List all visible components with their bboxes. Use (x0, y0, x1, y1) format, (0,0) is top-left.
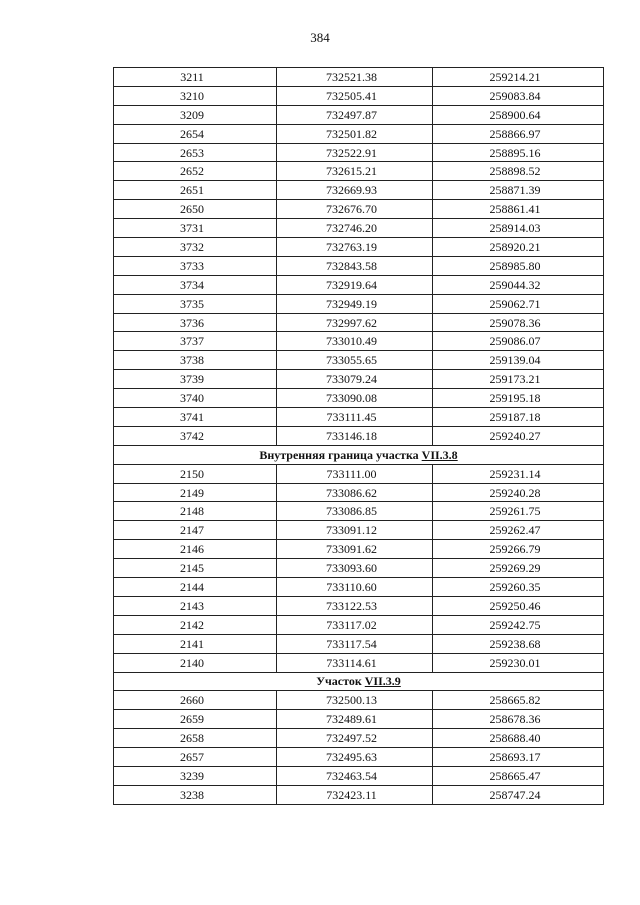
point-number-cell: 2147 (114, 521, 277, 540)
y-coordinate-cell: 258871.39 (433, 181, 604, 200)
table-row (114, 766, 604, 785)
point-number-cell: 2145 (114, 559, 277, 578)
point-number-cell: 2143 (114, 596, 277, 615)
y-coordinate-cell: 259242.75 (433, 615, 604, 634)
table-row (114, 785, 604, 804)
y-coordinate-cell: 258665.47 (433, 766, 604, 785)
x-coordinate-cell: 732497.87 (277, 105, 433, 124)
x-coordinate-cell: 732489.61 (277, 710, 433, 729)
point-number-cell: 3731 (114, 219, 277, 238)
x-coordinate-cell: 733114.61 (277, 653, 433, 672)
point-number-cell: 3734 (114, 275, 277, 294)
table-row (114, 181, 604, 200)
point-number-cell: 3238 (114, 785, 277, 804)
x-coordinate-cell: 732463.54 (277, 766, 433, 785)
point-number-cell: 2142 (114, 615, 277, 634)
x-coordinate-cell: 733146.18 (277, 426, 433, 445)
x-coordinate-cell: 732669.93 (277, 181, 433, 200)
point-number-cell: 2651 (114, 181, 277, 200)
section-code: VII.3.8 (421, 447, 458, 462)
point-number-cell: 2658 (114, 729, 277, 748)
x-coordinate-cell: 733086.62 (277, 483, 433, 502)
x-coordinate-cell: 733110.60 (277, 578, 433, 597)
x-coordinate-cell: 732500.13 (277, 691, 433, 710)
y-coordinate-cell: 258861.41 (433, 200, 604, 219)
y-coordinate-cell: 259262.47 (433, 521, 604, 540)
x-coordinate-cell: 733111.00 (277, 464, 433, 483)
y-coordinate-cell: 259062.71 (433, 294, 604, 313)
point-number-cell: 3741 (114, 408, 277, 427)
table-row (114, 351, 604, 370)
x-coordinate-cell: 733090.08 (277, 389, 433, 408)
section-title: Внутренняя граница участка (259, 447, 419, 462)
table-row (114, 389, 604, 408)
x-coordinate-cell: 733093.60 (277, 559, 433, 578)
x-coordinate-cell: 733055.65 (277, 351, 433, 370)
y-coordinate-cell: 258898.52 (433, 162, 604, 181)
table-row (114, 256, 604, 275)
table-row (114, 105, 604, 124)
table-row (114, 540, 604, 559)
table-row (114, 86, 604, 105)
table-row (114, 691, 604, 710)
point-number-cell: 3211 (114, 68, 277, 87)
page-number: 384 (310, 30, 330, 45)
y-coordinate-cell: 258678.36 (433, 710, 604, 729)
table-row (114, 332, 604, 351)
x-coordinate-cell: 733117.02 (277, 615, 433, 634)
y-coordinate-cell: 259261.75 (433, 502, 604, 521)
x-coordinate-cell: 732676.70 (277, 200, 433, 219)
point-number-cell: 3737 (114, 332, 277, 351)
section-header (114, 672, 604, 691)
x-coordinate-cell: 732497.52 (277, 729, 433, 748)
y-coordinate-cell: 259214.21 (433, 68, 604, 87)
x-coordinate-cell: 732949.19 (277, 294, 433, 313)
table-row (114, 313, 604, 332)
table-row (114, 596, 604, 615)
y-coordinate-cell: 258914.03 (433, 219, 604, 238)
section-title: Участок (316, 674, 362, 689)
y-coordinate-cell: 259269.29 (433, 559, 604, 578)
x-coordinate-cell: 732746.20 (277, 219, 433, 238)
table-row (114, 483, 604, 502)
y-coordinate-cell: 259044.32 (433, 275, 604, 294)
x-coordinate-cell: 733091.12 (277, 521, 433, 540)
point-number-cell: 3239 (114, 766, 277, 785)
table-row (114, 219, 604, 238)
point-number-cell: 3210 (114, 86, 277, 105)
table-row (114, 124, 604, 143)
section-header-row (114, 672, 604, 691)
table-row (114, 464, 604, 483)
point-number-cell: 2144 (114, 578, 277, 597)
point-number-cell: 3735 (114, 294, 277, 313)
y-coordinate-cell: 258747.24 (433, 785, 604, 804)
x-coordinate-cell: 732522.91 (277, 143, 433, 162)
y-coordinate-cell: 259230.01 (433, 653, 604, 672)
table-row (114, 521, 604, 540)
y-coordinate-cell: 258895.16 (433, 143, 604, 162)
y-coordinate-cell: 259187.18 (433, 408, 604, 427)
point-number-cell: 3733 (114, 256, 277, 275)
y-coordinate-cell: 259240.27 (433, 426, 604, 445)
point-number-cell: 2652 (114, 162, 277, 181)
x-coordinate-cell: 733111.45 (277, 408, 433, 427)
x-coordinate-cell: 732521.38 (277, 68, 433, 87)
coordinates-table-body (114, 68, 604, 805)
y-coordinate-cell: 258985.80 (433, 256, 604, 275)
table-row (114, 294, 604, 313)
x-coordinate-cell: 733117.54 (277, 634, 433, 653)
y-coordinate-cell: 258900.64 (433, 105, 604, 124)
point-number-cell: 3742 (114, 426, 277, 445)
section-code: VII.3.9 (364, 674, 401, 689)
table-row (114, 653, 604, 672)
point-number-cell: 2141 (114, 634, 277, 653)
point-number-cell: 2657 (114, 748, 277, 767)
y-coordinate-cell: 259260.35 (433, 578, 604, 597)
point-number-cell: 3738 (114, 351, 277, 370)
x-coordinate-cell: 733010.49 (277, 332, 433, 351)
y-coordinate-cell: 258693.17 (433, 748, 604, 767)
table-row (114, 748, 604, 767)
table-row (114, 370, 604, 389)
table-row (114, 559, 604, 578)
section-header (114, 445, 604, 464)
point-number-cell: 3736 (114, 313, 277, 332)
y-coordinate-cell: 259083.84 (433, 86, 604, 105)
x-coordinate-cell: 732763.19 (277, 238, 433, 257)
table-row (114, 729, 604, 748)
point-number-cell: 2650 (114, 200, 277, 219)
point-number-cell: 2653 (114, 143, 277, 162)
table-row (114, 426, 604, 445)
table-row (114, 408, 604, 427)
y-coordinate-cell: 259139.04 (433, 351, 604, 370)
point-number-cell: 3739 (114, 370, 277, 389)
table-row (114, 578, 604, 597)
point-number-cell: 2150 (114, 464, 277, 483)
y-coordinate-cell: 258665.82 (433, 691, 604, 710)
x-coordinate-cell: 732505.41 (277, 86, 433, 105)
y-coordinate-cell: 259238.68 (433, 634, 604, 653)
y-coordinate-cell: 259266.79 (433, 540, 604, 559)
table-row (114, 143, 604, 162)
y-coordinate-cell: 259086.07 (433, 332, 604, 351)
x-coordinate-cell: 733079.24 (277, 370, 433, 389)
coordinates-table (113, 67, 604, 805)
table-row (114, 275, 604, 294)
point-number-cell: 2659 (114, 710, 277, 729)
table-row (114, 615, 604, 634)
y-coordinate-cell: 259250.46 (433, 596, 604, 615)
x-coordinate-cell: 733091.62 (277, 540, 433, 559)
point-number-cell: 2660 (114, 691, 277, 710)
y-coordinate-cell: 259231.14 (433, 464, 604, 483)
section-header-row (114, 445, 604, 464)
point-number-cell: 2654 (114, 124, 277, 143)
table-row (114, 634, 604, 653)
x-coordinate-cell: 733086.85 (277, 502, 433, 521)
y-coordinate-cell: 259240.28 (433, 483, 604, 502)
point-number-cell: 3209 (114, 105, 277, 124)
y-coordinate-cell: 258920.21 (433, 238, 604, 257)
x-coordinate-cell: 733122.53 (277, 596, 433, 615)
point-number-cell: 3740 (114, 389, 277, 408)
x-coordinate-cell: 732495.63 (277, 748, 433, 767)
x-coordinate-cell: 732501.82 (277, 124, 433, 143)
table-row (114, 238, 604, 257)
y-coordinate-cell: 259173.21 (433, 370, 604, 389)
table-row (114, 502, 604, 521)
y-coordinate-cell: 258866.97 (433, 124, 604, 143)
point-number-cell: 2149 (114, 483, 277, 502)
y-coordinate-cell: 259078.36 (433, 313, 604, 332)
x-coordinate-cell: 732843.58 (277, 256, 433, 275)
x-coordinate-cell: 732423.11 (277, 785, 433, 804)
x-coordinate-cell: 732919.64 (277, 275, 433, 294)
table-row (114, 200, 604, 219)
table-row (114, 162, 604, 181)
y-coordinate-cell: 259195.18 (433, 389, 604, 408)
point-number-cell: 2146 (114, 540, 277, 559)
x-coordinate-cell: 732997.62 (277, 313, 433, 332)
point-number-cell: 3732 (114, 238, 277, 257)
table-row (114, 68, 604, 87)
table-row (114, 710, 604, 729)
point-number-cell: 2148 (114, 502, 277, 521)
x-coordinate-cell: 732615.21 (277, 162, 433, 181)
y-coordinate-cell: 258688.40 (433, 729, 604, 748)
point-number-cell: 2140 (114, 653, 277, 672)
